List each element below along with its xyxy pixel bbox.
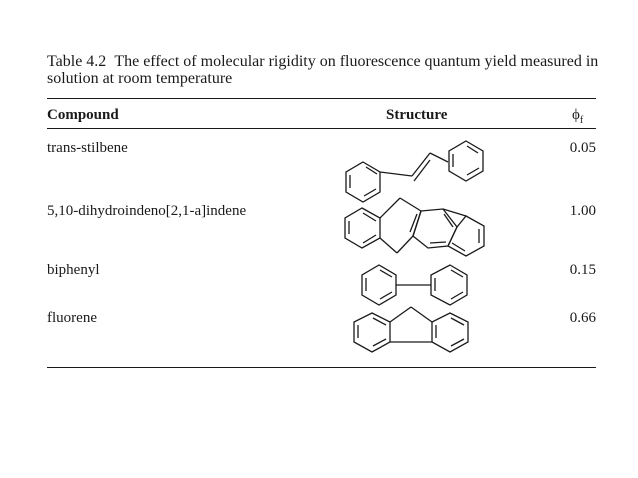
compound-name: 5,10-dihydroindeno[2,1-a]indene (47, 203, 247, 219)
phi-value: 0.66 (569, 310, 596, 326)
phi-symbol: ϕ (572, 107, 580, 123)
table-number: Table 4.2 (47, 53, 107, 70)
header-compound: Compound (47, 107, 119, 123)
phi-value: 1.00 (569, 203, 596, 219)
phi-value: 0.15 (569, 262, 596, 278)
phi-value: 0.05 (569, 140, 596, 156)
phi-subscript: f (579, 115, 584, 126)
table-caption-text: The effect of molecular rigidity on fluorescence quantum yield measured in solution at room temperature (47, 53, 599, 87)
compound-name: trans-stilbene (47, 140, 128, 156)
header-structure: Structure (386, 107, 448, 123)
compound-name: fluorene (47, 310, 97, 326)
compound-name: biphenyl (47, 262, 100, 278)
